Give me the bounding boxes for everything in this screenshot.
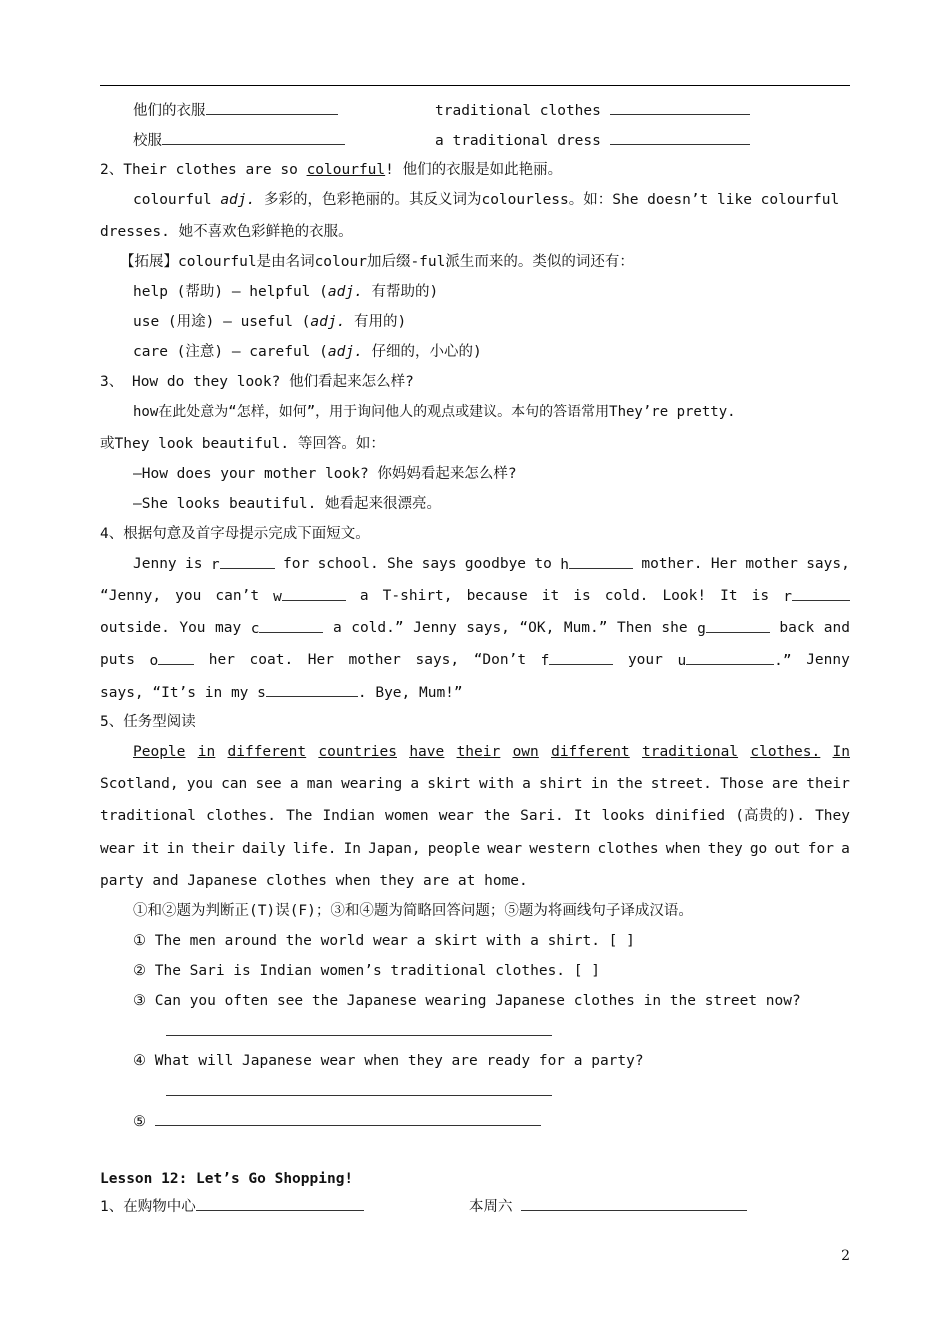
- lesson-12-title: Lesson 12: Let’s Go Shopping!: [100, 1171, 354, 1187]
- s2-example-3: care (注意) — careful (adj. 仔细的，小心的): [133, 344, 482, 360]
- s3-dialog-1: —How does your mother look? 你妈妈看起来怎么样?: [133, 466, 517, 482]
- s4-line-4: puts o her coat. Her mother says, “Don’t f your u .” Jenny: [100, 652, 850, 669]
- lesson-12-item-2: 本周六: [469, 1196, 747, 1217]
- lesson-12-item-1: 1、在购物中心: [100, 1196, 364, 1217]
- s5-question-4: ④ What will Japanese wear when they are ready for a party?: [133, 1053, 644, 1069]
- s5-title: 5、任务型阅读: [100, 714, 196, 730]
- s3-title: 3、 How do they look? 他们看起来怎么样?: [100, 374, 414, 390]
- s4-line-5: says, “It’s in my s . Bye, Mum!”: [100, 682, 463, 703]
- page-number: 2: [841, 1248, 850, 1264]
- s5-question-5: ⑤: [133, 1111, 541, 1132]
- s5-question-2: ② The Sari is Indian women’s traditional clothes. [ ]: [133, 963, 600, 979]
- s5-question-3: ③ Can you often see the Japanese wearing Japanese clothes in the street now?: [133, 993, 801, 1009]
- s5-passage-line-1: People in different countries have their own different traditional clothes. In: [133, 744, 850, 760]
- s2-sentence: 2、Their clothes are so colourful! 他们的衣服是如此艳丽。: [100, 162, 563, 178]
- vocab-row1-left: 他们的衣服: [133, 100, 338, 121]
- s3-para-2: 或They look beautiful. 等回答。如：: [100, 436, 385, 452]
- s2-example-2: use (用途) — useful (adj. 有用的): [133, 314, 407, 330]
- s5-answer-line-3: [166, 1021, 552, 1042]
- s5-passage-line-2: Scotland, you can see a man wearing a skirt with a shirt in the street. Those are their: [100, 776, 850, 792]
- s2-example-1: help (帮助) — helpful (adj. 有帮助的): [133, 284, 439, 300]
- s2-definition-cont: dresses. 她不喜欢色彩鲜艳的衣服。: [100, 224, 353, 240]
- s4-title: 4、根据句意及首字母提示完成下面短文。: [100, 526, 370, 542]
- s5-passage-line-3: traditional clothes. The Indian women wear the Sari. It looks dinified (高贵的). They: [100, 808, 850, 824]
- s5-instructions: ①和②题为判断正(T)误(F)；③和④题为简略回答问题；⑤题为将画线句子译成汉语。: [133, 903, 693, 919]
- s5-passage-line-4: wear it in their daily life. In Japan, people wear western clothes when they go out for a: [100, 841, 850, 857]
- vocab-row2-left: 校服: [133, 130, 345, 151]
- s4-line-2: “Jenny, you can’t w a T-shirt, because it is cold. Look! It is r: [100, 586, 850, 607]
- vocab-row1-right: traditional clothes: [435, 100, 750, 121]
- s2-definition: colourful adj. 多彩的，色彩艳丽的。其反义词为colourless。如：She doesn’t like colourful: [133, 192, 840, 208]
- s2-extension: 【拓展】colourful是由名词colour加后缀-ful派生而来的。类似的词还有：: [120, 254, 634, 270]
- s4-line-1: Jenny is r for school. She says goodbye to h mother. Her mother says,: [133, 556, 850, 573]
- header-rule: [100, 85, 850, 86]
- s3-para-1: how在此处意为“怎样，如何”，用于询问他人的观点或建议。本句的答语常用They’re pretty.: [133, 404, 736, 420]
- s5-question-1: ① The men around the world wear a skirt with a shirt. [ ]: [133, 933, 635, 949]
- s5-answer-line-4: [166, 1081, 552, 1102]
- s5-passage-line-5: party and Japanese clothes when they are at home.: [100, 873, 528, 889]
- s3-dialog-2: —She looks beautiful. 她看起来很漂亮。: [133, 496, 442, 512]
- s4-line-3: outside. You may c a cold.” Jenny says, “OK, Mum.” Then she g back and: [100, 620, 850, 637]
- vocab-row2-right: a traditional dress: [435, 130, 750, 151]
